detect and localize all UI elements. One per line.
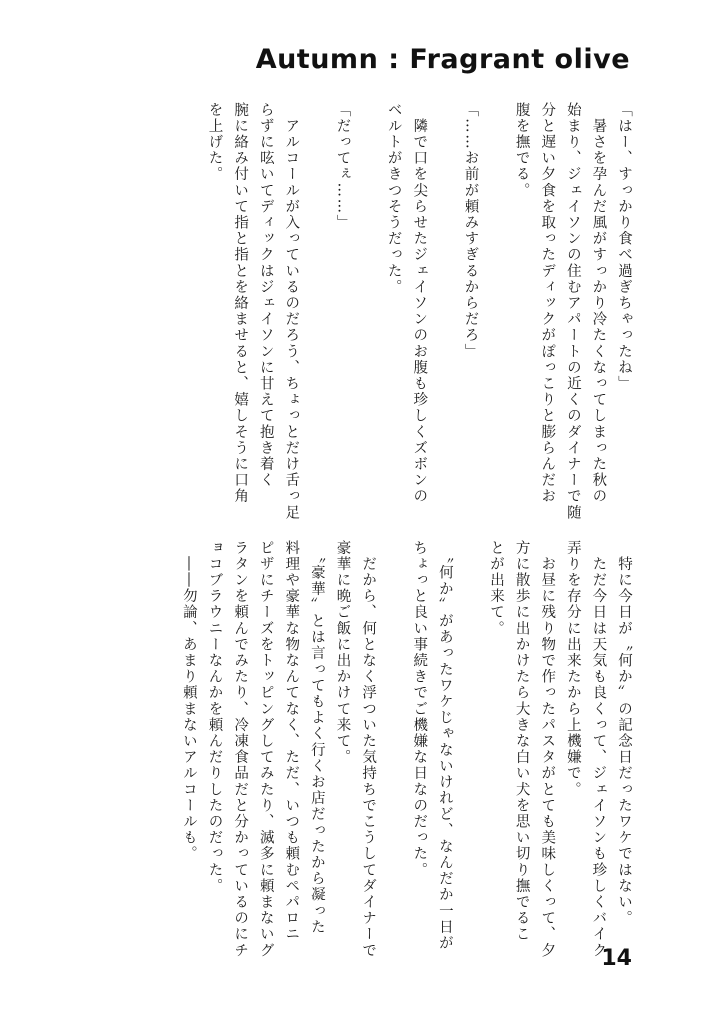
- text-line: ベルトがきつそうだった。: [385, 102, 402, 296]
- lower-text-block: [175, 540, 636, 960]
- text-line: ョコブラウニーなんかを頼んだりしたのだった。: [206, 540, 223, 895]
- text-line: 隣で口を尖らせたジェイソンのお腹も珍しくズボンの: [411, 102, 428, 505]
- text-line: ただ今日は天気も良くって、ジェイソンも珍しくバイク: [590, 540, 607, 959]
- text-line: ラタンを頼んでみたり、冷凍食品だと分かっているのにチ: [232, 540, 249, 959]
- text-line: ピザにチーズをトッピングしてみたり、滅多に頼まないグ: [257, 540, 274, 959]
- blank-line: [482, 102, 508, 522]
- text-line: 腕に絡み付いて指と指とを絡ませると、嬉しそうに口角: [232, 102, 249, 505]
- text-line: 弄りを存分に出来たから上機嫌で。: [564, 540, 581, 798]
- blank-line: [303, 102, 329, 522]
- text-line: 特に今日が〝何か〟の記念日だったワケではない。: [616, 540, 632, 927]
- blank-line: [431, 102, 457, 522]
- upper-text-block: [201, 102, 636, 522]
- text-line: 分と遅い夕食を取ったディックがぽっこりと膨らんだお: [539, 102, 556, 505]
- text-line: 「だってぇ……」: [334, 102, 351, 231]
- text-line: 料理や豪華な物なんてなく、ただ、いつも頼むペパロニ: [283, 540, 300, 943]
- blank-line: [380, 540, 406, 960]
- text-line: 始まり、ジェイソンの住むアパートの近くのダイナーで随: [564, 102, 581, 521]
- text-line: 「はー、すっかり食べ過ぎちゃったね」: [616, 102, 632, 392]
- text-line: らずに呟いてディックはジェイソンに甘えて抱き着く: [257, 102, 274, 489]
- text-line: 暑さを孕んだ風がすっかり冷たくなってしまった秋の: [590, 102, 607, 505]
- text-line: を上げた。: [206, 102, 223, 183]
- text-line: 腹を撫でる。: [513, 102, 530, 199]
- text-line: 〝何か〟があったワケじゃないけれど、なんだか一日が: [436, 540, 453, 952]
- text-line: お昼に残り物で作ったパスタがとても美味しくって、夕: [539, 540, 556, 959]
- page-number: 14: [601, 946, 632, 971]
- text-line: とが出来て。: [488, 540, 505, 637]
- chapter-title: Autumn : Fragrant olive: [255, 44, 630, 75]
- blank-line: [457, 540, 483, 960]
- text-line: 豪華に晩ご飯に出かけて来て。: [334, 540, 351, 766]
- text-line: ――勿論、あまり頼まないアルコールも。: [180, 540, 197, 862]
- text-line: アルコールが入っているのだろう、ちょっとだけ舌っ足: [283, 102, 300, 521]
- text-line: 〝豪華〟とは言ってもよく行くお店だったから凝った: [308, 540, 325, 936]
- text-line: 方に散歩に出かけたら大きな白い犬を思い切り撫でるこ: [513, 540, 530, 943]
- text-line: ちょっと良い事続きでご機嫌な日なのだった。: [411, 540, 428, 879]
- text-line: だから、何となく浮ついた気持ちでこうしてダイナーで: [360, 540, 377, 959]
- text-line: 「……お前が頼みすぎるからだろ」: [462, 102, 479, 360]
- blank-line: [354, 102, 380, 522]
